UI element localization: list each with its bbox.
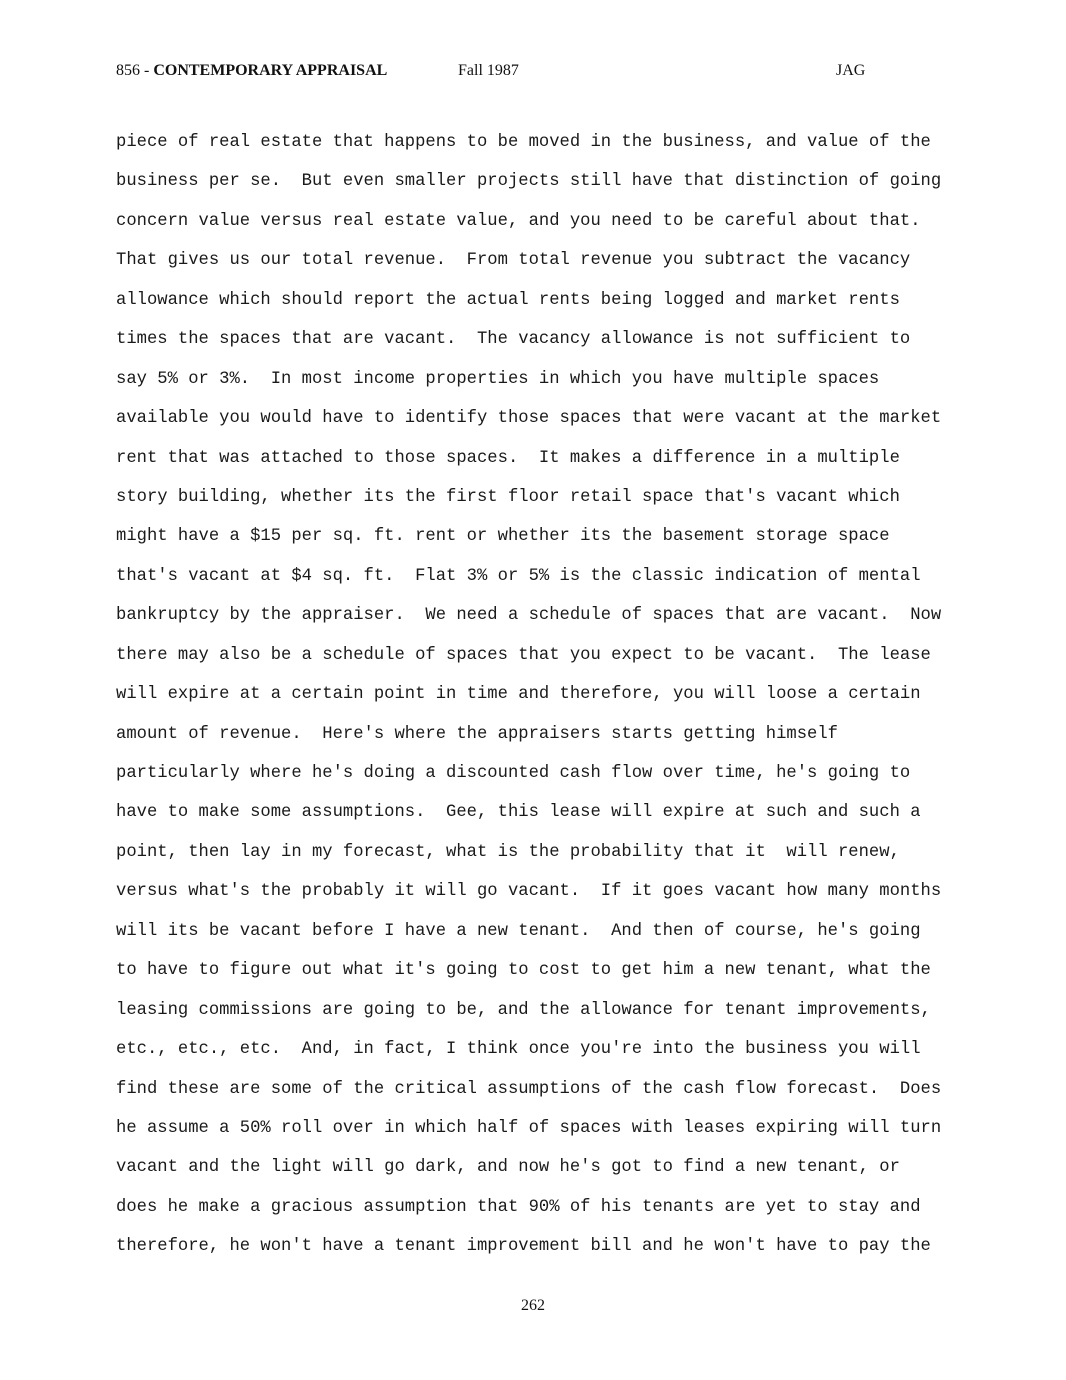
course-number: 856 - <box>116 62 154 79</box>
text-line: concern value versus real estate value, and you need to be careful about that. <box>116 211 921 231</box>
text-line: might have a $15 per sq. ft. rent or whether its the basement storage space <box>116 527 890 547</box>
text-line: say 5% or 3%. In most income properties in which you have multiple spaces <box>116 369 880 389</box>
text-line: amount of revenue. Here's where the appraisers starts getting himself <box>116 724 838 744</box>
text-line: versus what's the probably it will go vacant. If it goes vacant how many months <box>116 882 942 902</box>
text-line: bankruptcy by the appraiser. We need a schedule of spaces that are vacant. Now <box>116 606 942 626</box>
text-line: he assume a 50% roll over in which half of spaces with leases expiring will turn <box>116 1118 942 1138</box>
author-initials: JAG <box>836 62 866 79</box>
text-line: particularly where he's doing a discounted cash flow over time, he's going to <box>116 764 911 783</box>
text-line: times the spaces that are vacant. The vacancy allowance is not sufficient to <box>116 330 911 350</box>
text-line: etc., etc., etc. And, in fact, I think once you're into the business you will <box>116 1040 921 1060</box>
text-line: story building, whether its the first floor retail space that's vacant which <box>116 487 900 507</box>
text-line: does he make a gracious assumption that 90% of his tenants are yet to stay and <box>116 1197 921 1217</box>
text-line: therefore, he won't have a tenant improvement bill and he won't have to pay the <box>116 1237 931 1257</box>
transcript-body <box>116 123 976 1267</box>
text-line: have to make some assumptions. Gee, this lease will expire at such and such a <box>116 803 921 823</box>
text-line: that's vacant at $4 sq. ft. Flat 3% or 5% is the classic indication of mental <box>116 566 921 586</box>
course-title: CONTEMPORARY APPRAISAL <box>153 62 388 79</box>
text-line: allowance which should report the actual rents being logged and market rents <box>116 290 900 310</box>
page-number: 262 <box>521 1297 545 1314</box>
text-line: business per se. But even smaller projects still have that distinction of going <box>116 172 942 192</box>
text-line: point, then lay in my forecast, what is the probability that it will renew, <box>116 842 900 862</box>
text-line: to have to figure out what it's going to cost to get him a new tenant, what the <box>116 961 931 981</box>
text-line: vacant and the light will go dark, and now he's got to find a new tenant, or <box>116 1158 900 1178</box>
text-line: piece of real estate that happens to be moved in the business, and value of the <box>116 133 931 152</box>
text-line: will its be vacant before I have a new tenant. And then of course, he's going <box>116 921 921 941</box>
text-line: leasing commissions are going to be, and the allowance for tenant improvements, <box>116 1000 931 1020</box>
text-line: find these are some of the critical assumptions of the cash flow forecast. Does <box>116 1079 942 1099</box>
text-line: there may also be a schedule of spaces that you expect to be vacant. The lease <box>116 645 931 665</box>
term-label: Fall 1987 <box>458 62 519 79</box>
page-header <box>116 62 1066 86</box>
text-line: rent that was attached to those spaces. It makes a difference in a multiple <box>116 448 900 468</box>
text-line: available you would have to identify those spaces that were vacant at the market <box>116 409 942 429</box>
course-heading <box>116 62 387 80</box>
text-line: will expire at a certain point in time and therefore, you will loose a certain <box>116 685 921 705</box>
text-line: That gives us our total revenue. From total revenue you subtract the vacancy <box>116 251 911 271</box>
